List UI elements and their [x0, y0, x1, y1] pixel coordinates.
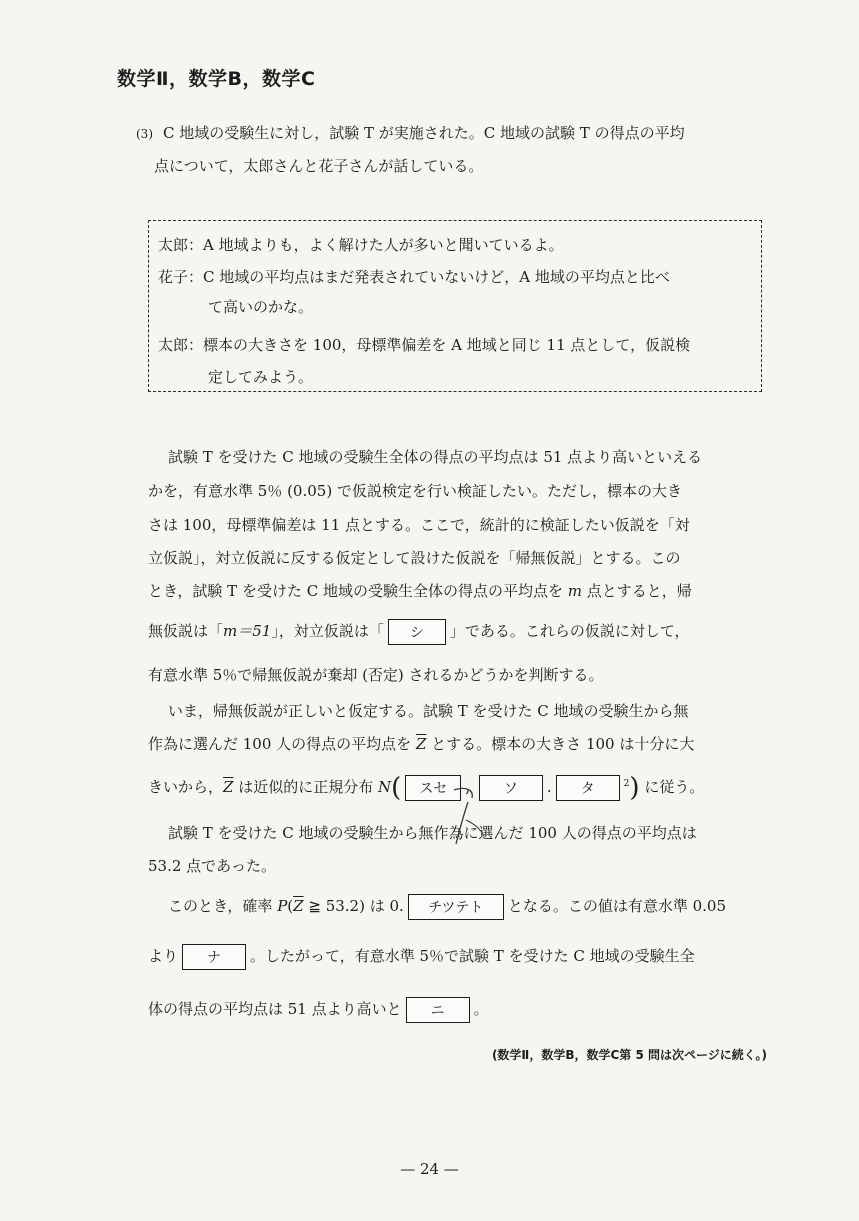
body-p1-line1: 試験 T を受けた C 地域の受験生全体の得点の平均点は 51 点より高いといえる: [168, 448, 703, 466]
body-p2-line3: きいから，$\overline{Z}$ は近似的に正規分布 N( スセ , ソ . タ $^2$) に従う。: [148, 773, 705, 803]
body-p4-line3: 体の得点の平均点は 51 点より高いと ニ 。: [148, 997, 489, 1023]
page-number: — 24 —: [400, 1160, 459, 1178]
body-p1-line6: 無仮説は「m＝51」，対立仮説は「 シ 」である。これらの仮説に対して，: [148, 619, 690, 645]
body-p1-line3: さは 100，母標準偏差は 11 点とする。ここで，統計的に検証したい仮説を「対: [148, 516, 690, 534]
continued-note: (数学Ⅱ，数学B，数学C第 5 問は次ページに続く。): [491, 1048, 767, 1062]
body-p4-line2: より ナ 。したがって，有意水準 5％で試験 T を受けた C 地域の受験生全: [148, 944, 695, 970]
answer-box-suse[interactable]: スセ: [405, 775, 461, 801]
answer-box-ni[interactable]: ニ: [406, 997, 470, 1023]
variable-z-bar: $\overline{Z}$: [415, 735, 427, 753]
dialogue-line-taro-2: 太郎：標本の大きさを 100，母標準偏差を A 地域と同じ 11 点として，仮説検: [158, 336, 691, 354]
null-hypothesis-expr: m＝51: [223, 622, 272, 640]
dialogue-line-hanako: 花子：C 地域の平均点はまだ発表されていないけど，A 地域の平均点と比べ: [158, 268, 670, 286]
variable-m: m: [567, 582, 582, 600]
page-header: 数学Ⅱ，数学B，数学C: [117, 68, 316, 90]
question-number: (3): [136, 127, 153, 141]
body-p2-line2: 作為に選んだ 100 人の得点の平均点を $\overline{Z}$ とする。標本の大きさ 100 は十分に大: [148, 735, 695, 753]
body-p2-line1: いま，帰無仮説が正しいと仮定する。試験 T を受けた C 地域の受験生から無: [168, 702, 689, 720]
answer-box-na[interactable]: ナ: [182, 944, 246, 970]
dialogue-line-taro-1: 太郎：A 地域よりも，よく解けた人が多いと聞いているよ。: [158, 236, 564, 254]
dialogue-line-taro-2-cont: 定してみよう。: [208, 368, 314, 386]
dialogue-line-hanako-cont: て高いのかな。: [208, 298, 314, 316]
body-p3-line2: 53.2 点であった。: [148, 857, 277, 875]
body-p4-line1: このとき，確率 $P(\overline{Z}$ ≧ 53.2) は 0. チツテト となる。この値は有意水準 0.05: [168, 894, 726, 920]
answer-box-chitsuteto[interactable]: チツテト: [408, 894, 504, 920]
body-p1-line7: 有意水準 5％で帰無仮説が棄却 (否定) されるかどうかを判断する。: [148, 666, 604, 684]
body-p1-line4: 立仮説」，対立仮説に反する仮定として設けた仮説を「帰無仮説」とする。この: [148, 549, 681, 567]
body-p3-line1: 試験 T を受けた C 地域の受験生から無作為に選んだ 100 人の得点の平均点は: [168, 824, 697, 842]
body-p1-line5: とき，試験 T を受けた C 地域の受験生全体の得点の平均点を m 点とすると，帰: [148, 582, 692, 600]
answer-box-so[interactable]: ソ: [479, 775, 543, 801]
body-p1-line2: かを，有意水準 5％ (0.05) で仮説検定を行い検証したい。ただし，標本の大き: [148, 482, 682, 500]
answer-box-shi[interactable]: シ: [388, 619, 446, 645]
question-intro-line1: (3) C 地域の受験生に対し，試験 T が実施された。C 地域の試験 T の得点の平均: [136, 124, 685, 142]
answer-box-ta[interactable]: タ: [556, 775, 620, 801]
question-intro-line2: 点について，太郎さんと花子さんが話している。: [154, 157, 484, 175]
